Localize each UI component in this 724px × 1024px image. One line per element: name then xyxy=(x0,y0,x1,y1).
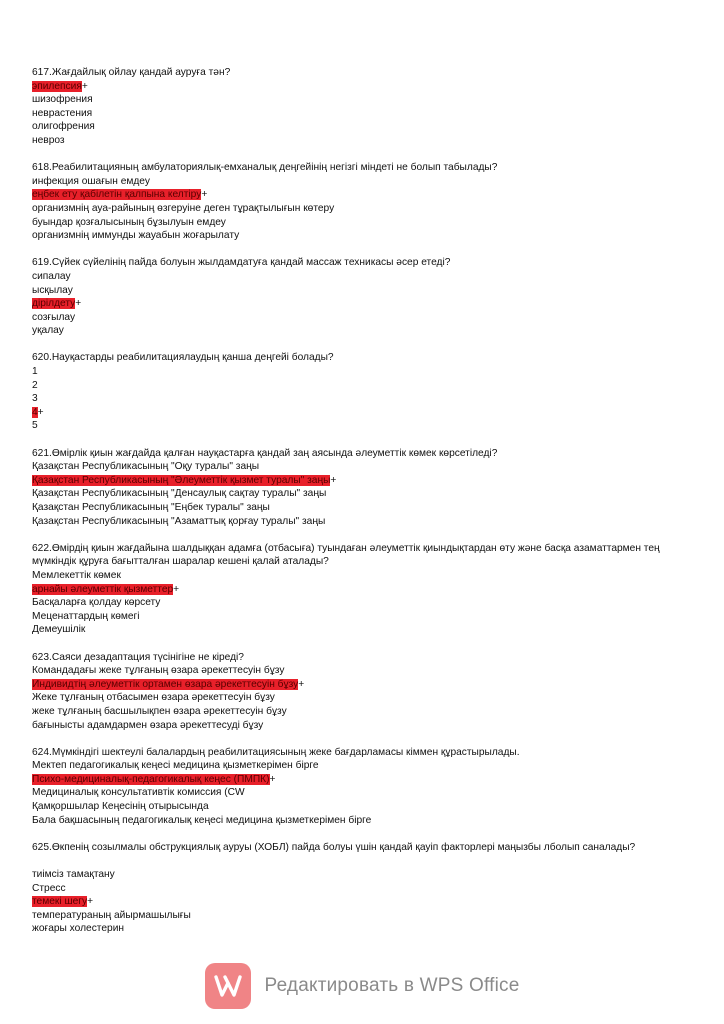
answer-option xyxy=(32,134,702,148)
answer-text: Қазақстан Республикасының "Оқу туралы" заңы xyxy=(32,461,260,473)
correct-mark: + xyxy=(37,406,44,418)
answer-option xyxy=(32,460,702,474)
answer-option xyxy=(32,202,702,216)
answer-option xyxy=(32,705,702,719)
answer-text: Меценаттардың көмегі xyxy=(32,610,140,622)
answer-option xyxy=(32,229,702,243)
answer-option xyxy=(32,773,702,787)
answer-text: олигофрения xyxy=(32,121,95,133)
wps-w-glyph-icon xyxy=(213,973,243,999)
answer-option xyxy=(32,895,702,909)
answer-text: бағынысты адамдармен өзара әрекеттесуді бұзу xyxy=(32,719,264,731)
correct-mark: + xyxy=(173,583,180,595)
answer-option xyxy=(32,610,702,624)
question-title: 624.Мүмкіндігі шектеулі балалардың реабилитациясының жеке бағдарламасы кіммен құрастырылады. xyxy=(32,746,520,758)
answer-text: невроз xyxy=(32,134,65,146)
answer-text: 1 xyxy=(32,366,38,378)
answer-option xyxy=(32,379,702,393)
answer-option xyxy=(32,392,702,406)
answer-text: Медициналық консультативтік комиссия (СW xyxy=(32,787,245,799)
answer-option xyxy=(32,107,702,121)
answer-option xyxy=(32,800,702,814)
answer-option xyxy=(32,474,702,488)
question-block xyxy=(32,256,702,338)
answer-text: сипалау xyxy=(32,270,71,282)
answer-text: Мемлекеттік көмек xyxy=(32,569,121,581)
answer-text: уқалау xyxy=(32,325,64,337)
answer-option xyxy=(32,80,702,94)
question-block xyxy=(32,746,702,828)
correct-answer-text: Қазақстан Республикасының "Әлеуметтік қызмет туралы" заңы xyxy=(32,474,331,486)
answer-option xyxy=(32,691,702,705)
correct-answer-text: дірілдету xyxy=(32,298,76,310)
correct-mark: + xyxy=(330,474,337,486)
answer-option xyxy=(32,922,702,936)
answer-text: тиімсіз тамақтану xyxy=(32,869,115,881)
answer-text: Мектеп педагогикалық кеңесі медицина қызметкерімен бірге xyxy=(32,760,319,772)
answer-text: организмнің ауа-райының өзгеруіне деген тұрақтылығын көтеру xyxy=(32,202,335,214)
question-title: 617.Жағдайлық ойлау қандай ауруға тән? xyxy=(32,67,231,78)
answer-text: Стресс xyxy=(32,882,66,894)
answer-text: Қамқоршылар Кеңесінің отырысында xyxy=(32,801,209,813)
answer-text: Қазақстан Республикасының "Азаматтық қорғау туралы" заңы xyxy=(32,515,326,527)
answer-option xyxy=(32,93,702,107)
answer-option xyxy=(32,297,702,311)
correct-answer-text: темекі шегу xyxy=(32,896,88,908)
question-title: 625.Өкпенің созылмалы обструкциялық ауруы (ХОБЛ) пайда болуы үшін қандай қауіп факторлері маңызбы лболып саналады? xyxy=(32,841,636,853)
correct-mark: + xyxy=(269,773,276,785)
answer-text: созғылау xyxy=(32,311,76,323)
answer-option xyxy=(32,515,702,529)
answer-option xyxy=(32,583,702,597)
answer-text: 2 xyxy=(32,379,38,391)
answer-text: жеке тұлғаның басшылықпен өзара әрекеттесуін бұзу xyxy=(32,705,287,717)
answer-text: организмнің иммунды жауабын жоғарылату xyxy=(32,230,240,242)
correct-mark: + xyxy=(81,80,88,92)
wps-logo-icon[interactable] xyxy=(205,963,251,1009)
answer-text: инфекция ошағын емдеу xyxy=(32,175,150,187)
question-block xyxy=(32,351,702,433)
answer-option xyxy=(32,324,702,338)
question-title: 619.Сүйек сүйелінің пайда болуын жылдамдатуға қандай массаж техникасы әсер етеді? xyxy=(32,257,451,269)
answer-option xyxy=(32,406,702,420)
correct-answer-text: эпилепсия xyxy=(32,80,82,92)
question-title: 618.Реабилитацияның амбулаториялық-емханалық деңгейінің негізгі міндеті не болып табылады? xyxy=(32,162,498,174)
correct-mark: + xyxy=(87,896,94,908)
answer-option xyxy=(32,814,702,828)
question-block xyxy=(32,651,702,733)
document-page xyxy=(32,66,702,950)
answer-text: жоғары холестерин xyxy=(32,923,125,935)
answer-option xyxy=(32,216,702,230)
answer-text: буындар қозғалысының бұзылуын емдеу xyxy=(32,216,226,228)
correct-mark: + xyxy=(201,189,208,201)
answer-option xyxy=(32,569,702,583)
answer-option xyxy=(32,596,702,610)
answer-text: неврастения xyxy=(32,107,93,119)
wps-edit-banner[interactable] xyxy=(0,958,724,1014)
question-block xyxy=(32,542,702,637)
answer-text: Демеушілік xyxy=(32,624,86,636)
answer-text: температураның айырмашылығы xyxy=(32,909,191,921)
answer-option xyxy=(32,120,702,134)
answer-text: Қазақстан Республикасының "Денсаулық сақтау туралы" заңы xyxy=(32,488,327,500)
answer-option xyxy=(32,175,702,189)
question-block xyxy=(32,447,702,529)
correct-answer-text: Индивидтің әлеуметтік ортамен өзара әрекеттесуін бұзу xyxy=(32,678,299,690)
question-title: 621.Өмірлік қиын жағдайда қалған науқастарға қандай заң аясында әлеуметтік көмек көрсетіледі? xyxy=(32,447,498,459)
answer-option xyxy=(32,882,702,896)
answer-option xyxy=(32,719,702,733)
answer-option xyxy=(32,501,702,515)
answer-option xyxy=(32,678,702,692)
correct-answer-text: Психо-медициналық-педагогикалық кеңес (ПМПК) xyxy=(32,773,270,785)
correct-answer-text: еңбек ету қабілетін қалпына келтіру xyxy=(32,189,202,201)
answer-text: Басқаларға қолдау көрсету xyxy=(32,597,161,609)
answer-text: 5 xyxy=(32,420,38,432)
question-block xyxy=(32,66,702,148)
answer-text: Командадағы жеке тұлғаның өзара әрекеттесуін бұзу xyxy=(32,665,285,677)
question-block xyxy=(32,161,702,243)
answer-option xyxy=(32,909,702,923)
answer-text: Жеке тұлғаның отбасымен өзара әрекеттесуін бұзу xyxy=(32,692,275,704)
correct-answer-text: арнайы әлеуметтік қызметтер xyxy=(32,583,174,595)
answer-text: шизофрения xyxy=(32,94,93,106)
answer-option xyxy=(32,868,702,882)
answer-text: Қазақстан Республикасының "Еңбек туралы" заңы xyxy=(32,502,270,513)
question-title: 622.Өмірдің қиын жағдайына шалдыққан адамға (отбасыға) туындаған әлеуметтік қиындықтардан өту және басқа азаматтармен тең мүмкіндік құруға бағытталған шаралар кешені қалай аталады? xyxy=(32,542,660,568)
correct-mark: + xyxy=(298,678,305,690)
answer-option xyxy=(32,786,702,800)
answer-option xyxy=(32,759,702,773)
correct-mark: + xyxy=(75,298,82,310)
correct-answer-text: 4 xyxy=(32,406,38,418)
answer-text: Бала бақшасының педагогикалық кеңесі медицина қызметкерімен бірге xyxy=(32,814,372,826)
answer-option xyxy=(32,311,702,325)
question-list xyxy=(32,66,702,936)
answer-option xyxy=(32,284,702,298)
answer-option xyxy=(32,188,702,202)
answer-text: 3 xyxy=(32,393,38,405)
answer-option xyxy=(32,487,702,501)
answer-option xyxy=(32,365,702,379)
answer-text: ысқылау xyxy=(32,284,73,296)
answer-option xyxy=(32,419,702,433)
answer-option xyxy=(32,664,702,678)
answer-option xyxy=(32,623,702,637)
question-block xyxy=(32,841,702,936)
question-title: 623.Саяси дезадаптация түсінігіне не кіреді? xyxy=(32,651,244,663)
question-title: 620.Науқастарды реабилитациялаудың қанша деңгейі болады? xyxy=(32,352,334,364)
answer-option xyxy=(32,270,702,284)
blank-line xyxy=(32,854,702,868)
wps-edit-label[interactable]: Редактировать в WPS Office xyxy=(264,975,520,996)
